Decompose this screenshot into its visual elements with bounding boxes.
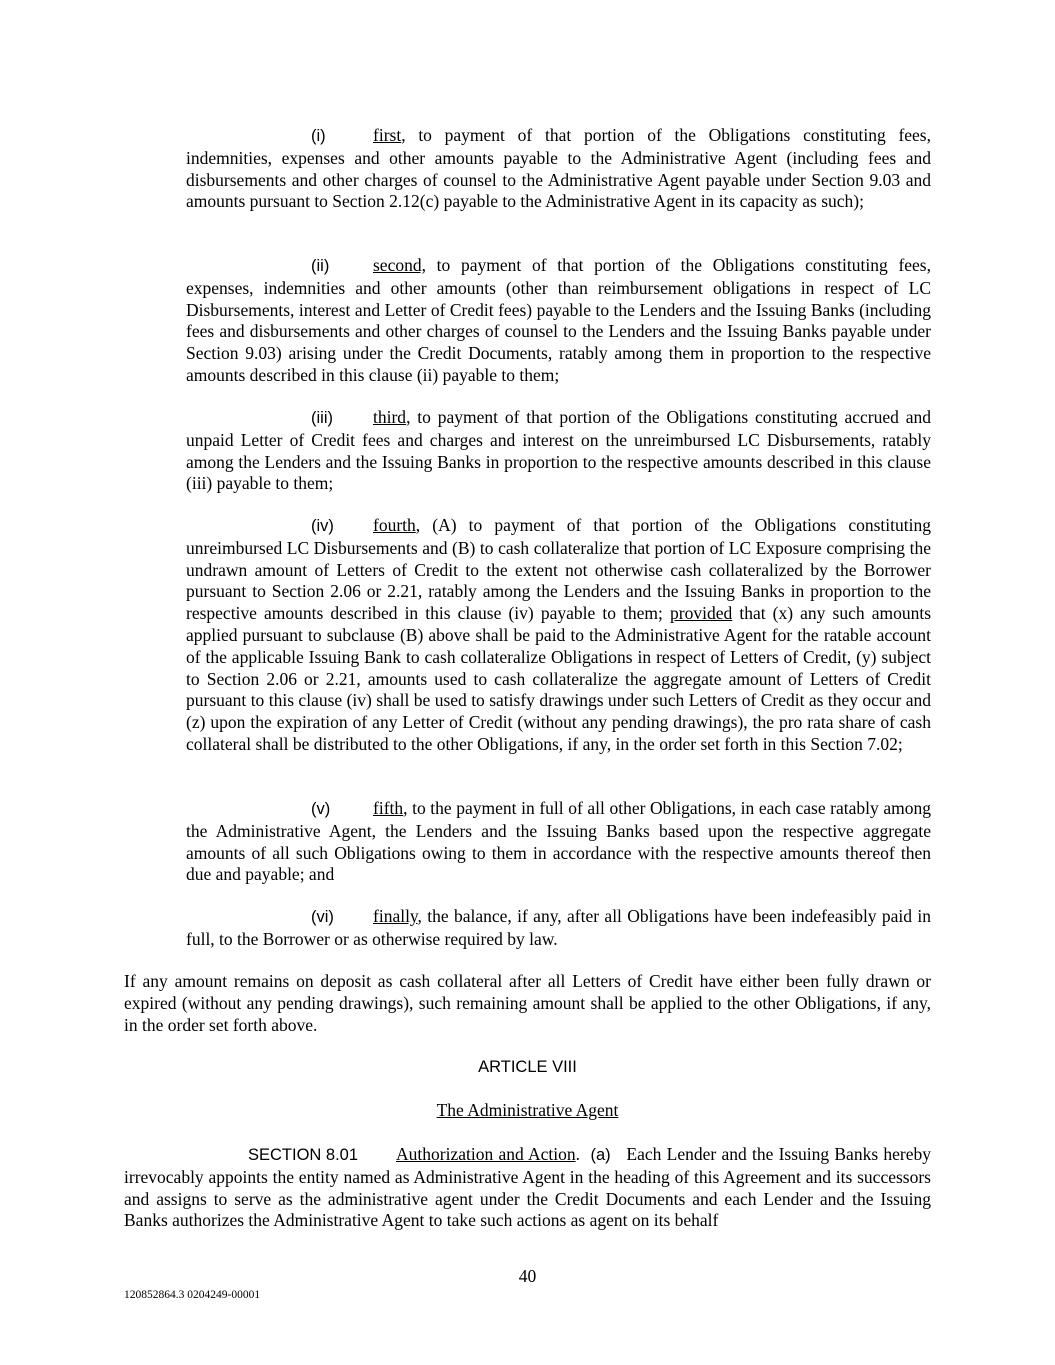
clause-i [186,125,931,213]
section-title-period: . [575,1144,591,1164]
section-text: Each Lender and the Issuing Banks hereby irrevocably appoints the entity named as Administrative Agent in the heading of this Agreement and its successors and assigns to serve as the administrative agent under the Credit Documents and each Lender and the Issuing Banks authorizes the Administrative Agent to take such actions as agent on its behalf [124,1144,931,1231]
clause-keyword: second, [373,255,426,275]
section-subclause: (a) [590,1146,611,1164]
clause-text: to payment of that portion of the Obligations constituting fees, expenses, indemnities and other amounts (other than reimbursement obligations in respect of LC Disbursements, interest and Letter of Credit fees) payable to the Lenders and the Issuing Banks (including fees and disbursements and other charges of counsel to the Lenders and the Issuing Banks payable under Section 9.03) arising under the Credit Documents, ratably among them in proportion to the respective amounts described in this clause (ii) payable to them; [186,255,931,385]
clause-keyword: finally [373,906,418,926]
closing-paragraph: If any amount remains on deposit as cash collateral after all Letters of Credit have either been fully drawn or expired (without any pending drawings), such remaining amount shall be applied to the other Obligations, if any, in the order set forth above. [124,971,931,1035]
clause-vi [186,906,931,951]
clause-text: that (x) any such amounts applied pursuant to subclause (B) above shall be paid to the Administrative Agent for the ratable account of the applicable Issuing Bank to cash collateralize Obligations in respect of Letters of Credit, (y) subject to Section 2.06 or 2.21, amounts used to cash collateralize the aggregate amount of Letters of Credit pursuant to this clause (iv) shall be used to satisfy drawings under such Letters of Credit as they occur and (z) upon the expiration of any Letter of Credit (without any pending drawings), the pro rata share of cash collateral shall be distributed to the other Obligations, if any, in the order set forth in this Section 7.02; [186,603,932,754]
clause-text: , to the payment in full of all other Obligations, in each case ratably among the Administrative Agent, the Lenders and the Issuing Banks based upon the respective aggregate amounts of all such Obligations owing to them in accordance with the respective amounts thereof then due and payable; and [186,798,931,885]
clause-text: , to payment of that portion of the Obligations constituting fees, indemnities, expenses and other amounts payable to the Administrative Agent (including fees and disbursements and other charges of counsel to the Administrative Agent payable under Section 9.03 and amounts pursuant to Section 2.12(c) payable to the Administrative Agent in its capacity as such); [186,125,931,212]
section-number: SECTION 8.01 [248,1146,359,1164]
article-title [0,1100,1055,1122]
article-heading: ARTICLE VIII [478,1058,577,1076]
provided-term: provided [670,603,733,624]
article-title-text: The Administrative Agent [436,1100,619,1120]
clause-number: (ii) [311,257,330,275]
section-title: Authorization and Action [396,1144,576,1164]
clause-text: , the balance, if any, after all Obligations have been indefeasibly paid in full, to the Borrower or as otherwise required by law. [186,906,931,949]
clause-iv [186,515,931,756]
clause-text: , to payment of that portion of the Obligations constituting accrued and unpaid Letter of Credit fees and charges and interest on the unreimbursed LC Disbursements, ratably among the Lenders and the Issuing Banks in proportion to the respective amounts described in this clause (iii) payable to them; [186,407,931,494]
clause-number: (i) [311,127,326,145]
clause-number: (iii) [311,409,333,427]
clause-number: (vi) [311,908,334,926]
clause-number: (v) [311,800,331,818]
clause-ii [186,255,931,387]
page-number: 40 [518,1266,537,1286]
clause-iii [186,407,931,495]
clause-keyword: fourth [373,515,416,535]
clause-v [186,798,931,886]
clause-keyword: first [373,125,402,145]
clause-text: , (A) to payment of that portion of the Obligations constituting unreimbursed LC Disbursements and (B) to cash collateralize that portion of LC Exposure comprising the undrawn amount of Letters of Credit to the extent not otherwise cash collateralized by the Borrower pursuant to Section 2.06 or 2.21, ratably among the Lenders and the Issuing Banks in proportion to the respective amounts described in this clause (iv) payable to them; [186,515,931,624]
document-id: 120852864.3 0204249-00001 [124,1289,261,1301]
clause-number: (iv) [311,517,334,535]
clause-keyword: fifth [373,798,404,818]
clause-keyword: third [373,407,407,427]
section-8-01 [124,1144,931,1232]
